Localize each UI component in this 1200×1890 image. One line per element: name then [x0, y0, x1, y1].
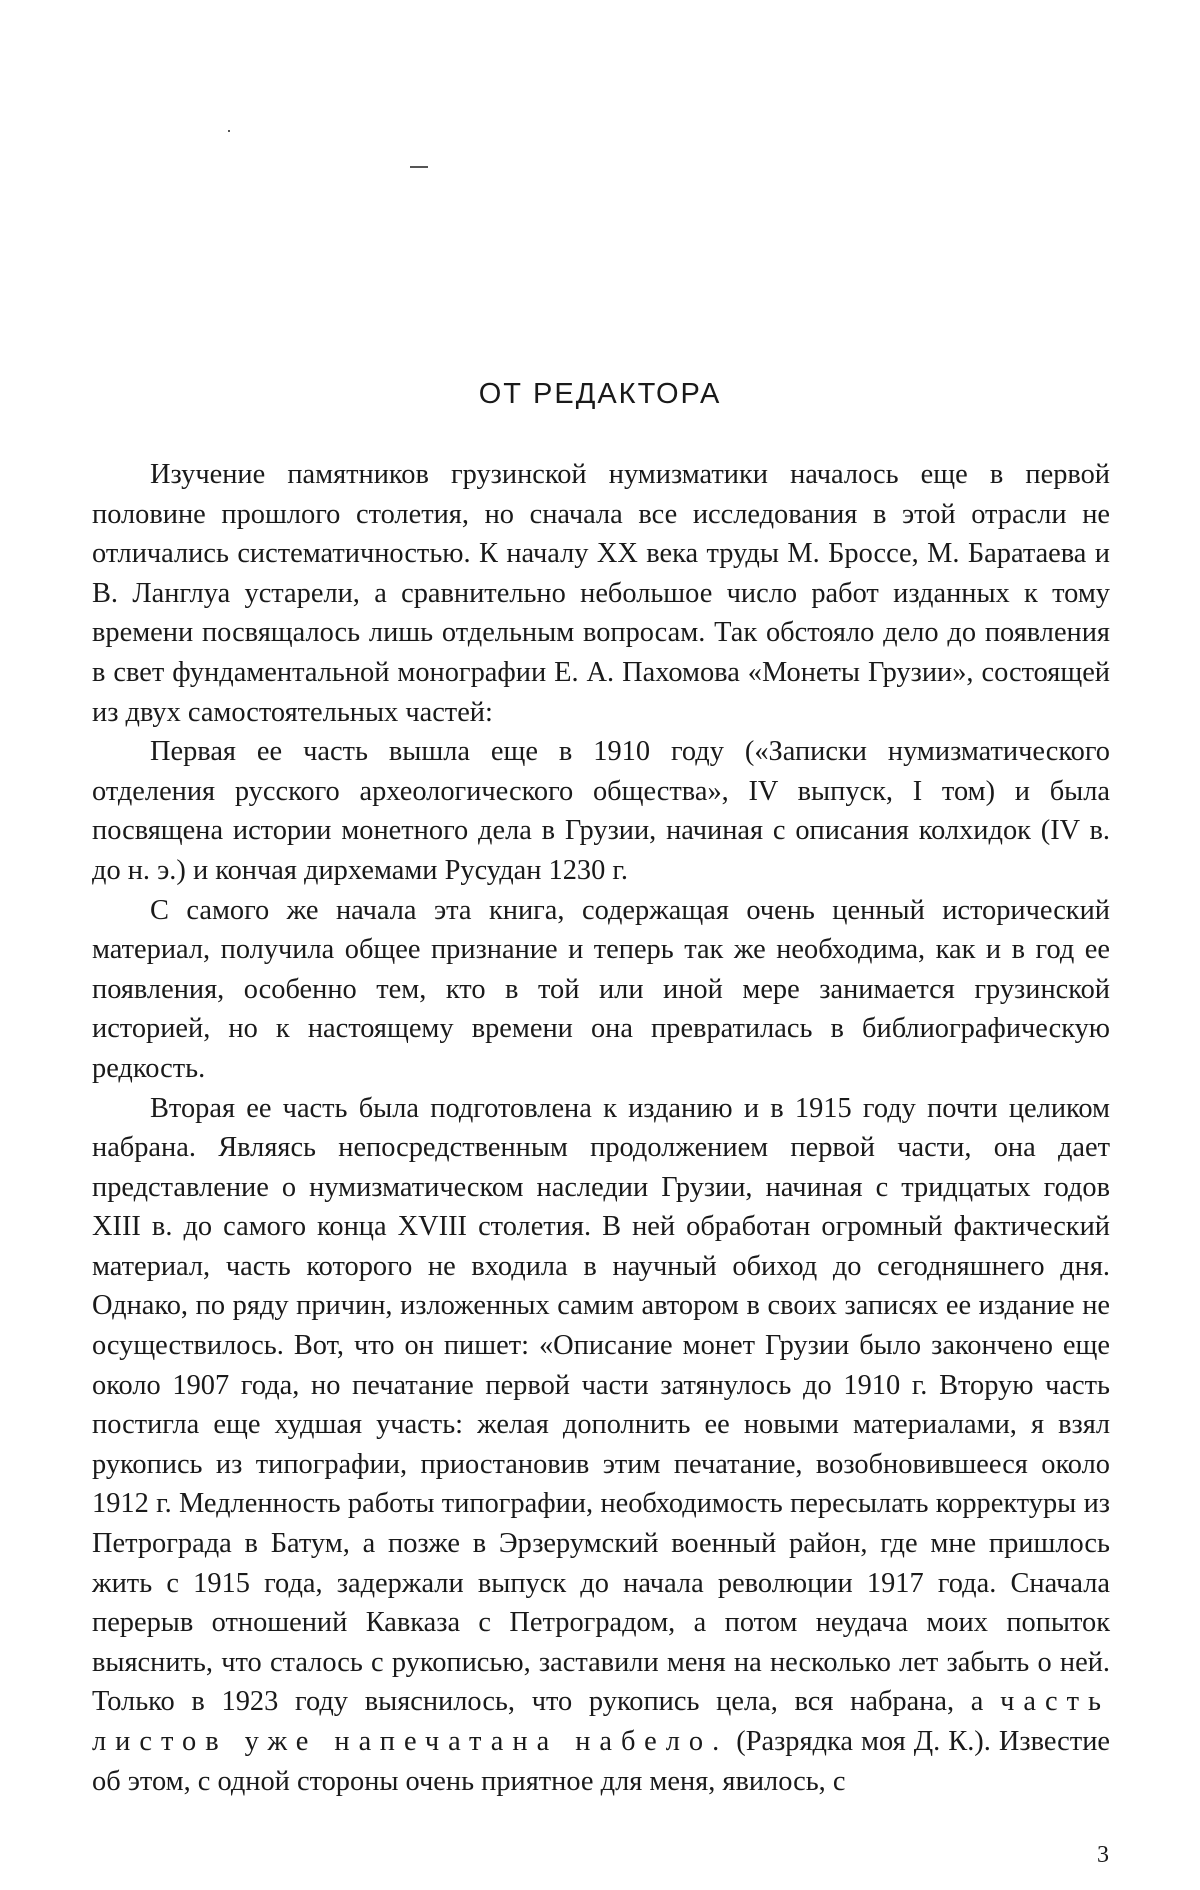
paragraph: Первая ее часть вышла еще в 1910 году («Записки нумизматического отделения русского археологического общества», IV выпуск, I том) и была посвящена истории монетного дела в Грузии, начиная с описания колхидок (IV в. до н. э.) и кончая дирхемами Русудан 1230 г. — [92, 732, 1110, 890]
scan-speck — [410, 166, 428, 168]
paragraph-text: Вторая ее часть была подготовлена к изданию и в 1915 году почти целиком набрана. Являясь непосредственным продолжением первой части, она дает представление о нумизматическом наследии Грузии, начиная с тридцатых годов XIII в. до самого конца XVIII столетия. В ней обработан огромный фактический материал, часть которого не входила в научный обиход до сегодняшнего дня. Однако, по ряду причин, изложенных самим автором в своих записях ее издание не осуществилось. Вот, что он пишет: «Описание монет Грузии было закончено еще около 1907 года, но печатание первой части затянулось до 1910 г. Вторую часть постигла еще худшая участь: желая дополнить ее новыми материалами, я взял рукопись из типографии, приостановив этим печатание, возобновившееся около 1912 г. Медленность работы типографии, необходимость пересылать корректуры из Петрограда в Батум, а позже в Эрзерумский военный район, где мне пришлось жить с 1915 года, задержали выпуск до начала революции 1917 года. Сначала перерыв отношений Кавказа с Петроградом, а потом неудача моих попыток выяснить, что сталось с рукописью, заставили меня на несколько лет забыть о ней. Только в 1923 году выяснилось, что рукопись цела, вся набрана, а — [92, 1093, 1110, 1718]
page-number: 3 — [1097, 1842, 1109, 1869]
body-text — [92, 455, 1110, 1801]
scan-speck — [228, 130, 230, 132]
paragraph: Изучение памятников грузинской нумизматики началось еще в первой половине прошлого столетия, но сначала все исследования в этой отрасли не отличались систематичностью. К началу XX века труды М. Броссе, М. Баратаева и В. Ланглуа устарели, а сравнительно небольшое число работ изданных к тому времени посвящалось лишь отдельным вопросам. Так обстояло дело до появления в свет фундаментальной монографии Е. А. Пахомова «Монеты Грузии», состоящей из двух самостоятельных частей: — [92, 455, 1110, 732]
page-title: ОТ РЕДАКТОРА — [0, 378, 1200, 411]
document-page — [0, 0, 1200, 1890]
spaced-emphasis: часть листов уже напечатана набело. — [92, 1686, 1110, 1757]
paragraph-text: (Разрядка моя Д. К.). Известие об этом, с одной стороны очень приятное для меня, явилось, с — [92, 1726, 1110, 1797]
paragraph — [92, 1089, 1110, 1802]
paragraph: С самого же начала эта книга, содержащая очень ценный исторический материал, получила общее признание и теперь так же необходима, как и в год ее появления, особенно тем, кто в той или иной мере занимается грузинской историей, но к настоящему времени она превратилась в библиографическую редкость. — [92, 891, 1110, 1089]
